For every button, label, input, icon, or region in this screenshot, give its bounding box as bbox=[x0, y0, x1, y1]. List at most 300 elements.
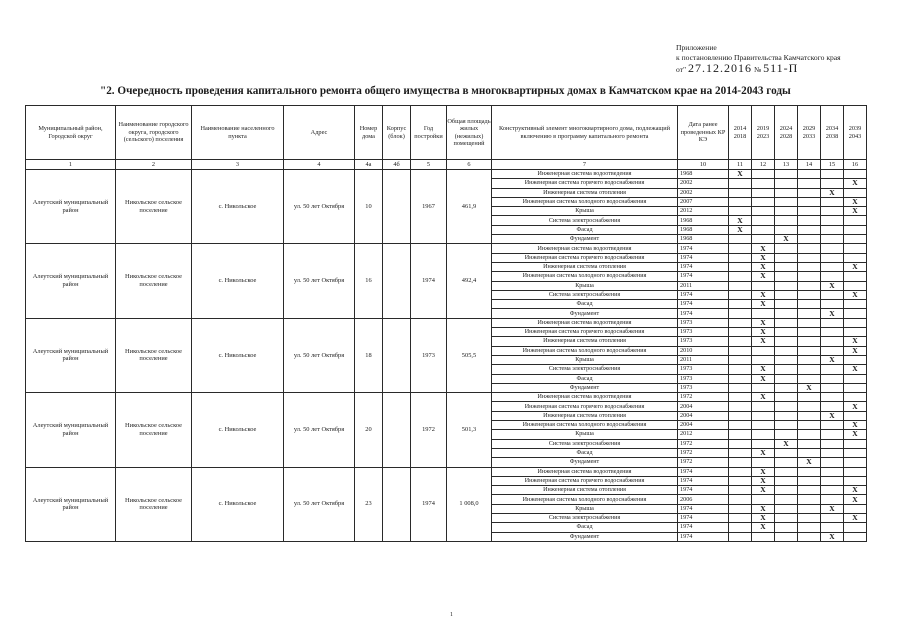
repair-date-cell: 1968 bbox=[678, 225, 729, 234]
element-cell: Фундамент bbox=[492, 458, 678, 467]
element-cell: Инженерная система горячего водоснабжения bbox=[492, 179, 678, 188]
period-mark-cell bbox=[844, 318, 867, 327]
period-mark-cell bbox=[729, 328, 752, 337]
element-cell: Инженерная система холодного водоснабжения bbox=[492, 197, 678, 206]
element-cell: Крыша bbox=[492, 207, 678, 216]
period-mark-cell bbox=[775, 216, 798, 225]
period-mark-cell bbox=[729, 402, 752, 411]
district-cell: Алеутский муниципальный район bbox=[26, 393, 116, 467]
built-year-cell: 1973 bbox=[411, 318, 447, 392]
column-number: 4б bbox=[383, 160, 411, 170]
house-number-cell: 20 bbox=[355, 393, 383, 467]
repair-date-cell: 1973 bbox=[678, 374, 729, 383]
period-mark-cell bbox=[821, 290, 844, 299]
period-mark-cell: X bbox=[844, 262, 867, 271]
repair-date-cell: 1974 bbox=[678, 486, 729, 495]
element-cell: Фундамент bbox=[492, 309, 678, 318]
period-mark-cell bbox=[821, 513, 844, 522]
built-year-cell: 1974 bbox=[411, 467, 447, 541]
repair-date-cell: 1968 bbox=[678, 235, 729, 244]
period-mark-cell bbox=[798, 532, 821, 541]
period-mark-cell bbox=[752, 383, 775, 392]
period-mark-cell bbox=[729, 235, 752, 244]
period-mark-cell bbox=[821, 365, 844, 374]
period-mark-cell bbox=[798, 207, 821, 216]
table-row bbox=[26, 393, 867, 402]
period-mark-cell bbox=[821, 328, 844, 337]
period-mark-cell bbox=[821, 439, 844, 448]
area-cell: 461,9 bbox=[447, 170, 492, 244]
period-mark-cell bbox=[752, 170, 775, 179]
period-mark-cell bbox=[798, 439, 821, 448]
period-mark-cell bbox=[775, 365, 798, 374]
period-mark-cell bbox=[729, 365, 752, 374]
period-mark-cell: X bbox=[775, 439, 798, 448]
period-mark-cell bbox=[775, 253, 798, 262]
block-cell bbox=[383, 318, 411, 392]
settlement-cell: Никольское сельское поселение bbox=[116, 393, 192, 467]
period-mark-cell bbox=[729, 355, 752, 364]
period-mark-cell bbox=[821, 318, 844, 327]
period-mark-cell: X bbox=[844, 197, 867, 206]
period-mark-cell: X bbox=[729, 225, 752, 234]
element-cell: Крыша bbox=[492, 430, 678, 439]
period-mark-cell bbox=[798, 346, 821, 355]
period-mark-cell bbox=[729, 318, 752, 327]
period-mark-cell bbox=[844, 458, 867, 467]
column-header: Общая площадь жилых (нежилых) помещений bbox=[447, 106, 492, 160]
document-title: "2. Очередность проведения капитального ремонта общего имущества в многоквартирных домах в Камчатском крае на 2014-2043 годы bbox=[100, 85, 791, 97]
period-mark-cell bbox=[821, 262, 844, 271]
column-header: 2034 2038 bbox=[821, 106, 844, 160]
repair-date-cell: 1972 bbox=[678, 448, 729, 457]
built-year-cell: 1972 bbox=[411, 393, 447, 467]
annex-number: 511-П bbox=[763, 61, 799, 75]
period-mark-cell: X bbox=[752, 448, 775, 457]
locality-cell: с. Никольское bbox=[192, 244, 284, 318]
column-header: 2039 2043 bbox=[844, 106, 867, 160]
period-mark-cell bbox=[775, 225, 798, 234]
period-mark-cell bbox=[798, 374, 821, 383]
period-mark-cell bbox=[775, 328, 798, 337]
table-row bbox=[26, 318, 867, 327]
column-header: Адрес bbox=[284, 106, 355, 160]
period-mark-cell bbox=[821, 253, 844, 262]
period-mark-cell bbox=[844, 300, 867, 309]
area-cell: 492,4 bbox=[447, 244, 492, 318]
period-mark-cell bbox=[729, 179, 752, 188]
period-mark-cell bbox=[729, 197, 752, 206]
annex-date-prefix: от" bbox=[676, 65, 687, 74]
period-mark-cell bbox=[729, 383, 752, 392]
address-cell: ул. 50 лет Октября bbox=[284, 467, 355, 541]
element-cell: Фасад bbox=[492, 300, 678, 309]
element-cell: Инженерная система водоотведения bbox=[492, 393, 678, 402]
period-mark-cell bbox=[752, 235, 775, 244]
period-mark-cell bbox=[798, 486, 821, 495]
element-cell: Инженерная система холодного водоснабжения bbox=[492, 421, 678, 430]
period-mark-cell bbox=[798, 290, 821, 299]
element-cell: Инженерная система горячего водоснабжения bbox=[492, 402, 678, 411]
settlement-cell: Никольское сельское поселение bbox=[116, 244, 192, 318]
column-header: 2024 2028 bbox=[775, 106, 798, 160]
period-mark-cell bbox=[821, 448, 844, 457]
period-mark-cell bbox=[844, 439, 867, 448]
address-cell: ул. 50 лет Октября bbox=[284, 318, 355, 392]
period-mark-cell bbox=[729, 430, 752, 439]
period-mark-cell bbox=[798, 318, 821, 327]
period-mark-cell bbox=[798, 328, 821, 337]
column-header: 2029 2033 bbox=[798, 106, 821, 160]
period-mark-cell bbox=[844, 476, 867, 485]
period-mark-cell bbox=[729, 532, 752, 541]
period-mark-cell: X bbox=[752, 365, 775, 374]
repair-schedule-table bbox=[25, 105, 867, 542]
repair-date-cell: 1973 bbox=[678, 328, 729, 337]
element-cell: Фасад bbox=[492, 523, 678, 532]
period-mark-cell bbox=[729, 467, 752, 476]
header-row bbox=[26, 106, 867, 160]
repair-date-cell: 2004 bbox=[678, 411, 729, 420]
repair-date-cell: 1973 bbox=[678, 318, 729, 327]
locality-cell: с. Никольское bbox=[192, 170, 284, 244]
element-cell: Фасад bbox=[492, 374, 678, 383]
period-mark-cell bbox=[798, 309, 821, 318]
column-number: 13 bbox=[775, 160, 798, 170]
period-mark-cell bbox=[798, 355, 821, 364]
element-cell: Инженерная система холодного водоснабжения bbox=[492, 495, 678, 504]
period-mark-cell bbox=[821, 207, 844, 216]
period-mark-cell bbox=[821, 216, 844, 225]
element-cell: Фасад bbox=[492, 225, 678, 234]
period-mark-cell bbox=[752, 532, 775, 541]
element-cell: Инженерная система отопления bbox=[492, 411, 678, 420]
period-mark-cell: X bbox=[844, 430, 867, 439]
period-mark-cell bbox=[775, 374, 798, 383]
period-mark-cell bbox=[775, 495, 798, 504]
repair-date-cell: 2011 bbox=[678, 355, 729, 364]
repair-date-cell: 1974 bbox=[678, 476, 729, 485]
period-mark-cell bbox=[844, 235, 867, 244]
period-mark-cell bbox=[821, 476, 844, 485]
period-mark-cell bbox=[844, 374, 867, 383]
period-mark-cell bbox=[775, 411, 798, 420]
repair-date-cell: 1974 bbox=[678, 272, 729, 281]
element-cell: Система электроснабжения bbox=[492, 365, 678, 374]
period-mark-cell bbox=[729, 281, 752, 290]
period-mark-cell bbox=[844, 393, 867, 402]
period-mark-cell bbox=[775, 346, 798, 355]
period-mark-cell bbox=[798, 253, 821, 262]
repair-date-cell: 2011 bbox=[678, 281, 729, 290]
block-cell bbox=[383, 467, 411, 541]
period-mark-cell bbox=[821, 346, 844, 355]
period-mark-cell bbox=[775, 383, 798, 392]
element-cell: Фундамент bbox=[492, 532, 678, 541]
column-header: Муниципальный район, Городской округ bbox=[26, 106, 116, 160]
repair-date-cell: 1973 bbox=[678, 383, 729, 392]
settlement-cell: Никольское сельское поселение bbox=[116, 318, 192, 392]
column-number: 3 bbox=[192, 160, 284, 170]
period-mark-cell bbox=[729, 504, 752, 513]
table-row bbox=[26, 170, 867, 179]
period-mark-cell bbox=[729, 513, 752, 522]
period-mark-cell bbox=[844, 216, 867, 225]
element-cell: Инженерная система холодного водоснабжения bbox=[492, 346, 678, 355]
period-mark-cell bbox=[844, 504, 867, 513]
period-mark-cell bbox=[844, 448, 867, 457]
period-mark-cell bbox=[821, 300, 844, 309]
period-mark-cell bbox=[729, 374, 752, 383]
period-mark-cell bbox=[729, 346, 752, 355]
period-mark-cell bbox=[775, 355, 798, 364]
repair-date-cell: 1972 bbox=[678, 458, 729, 467]
column-header: Наименование городского округа, городского (сельского) поселения bbox=[116, 106, 192, 160]
period-mark-cell bbox=[775, 523, 798, 532]
period-mark-cell bbox=[752, 439, 775, 448]
period-mark-cell bbox=[729, 421, 752, 430]
block-cell bbox=[383, 393, 411, 467]
period-mark-cell bbox=[775, 262, 798, 271]
period-mark-cell bbox=[729, 290, 752, 299]
element-cell: Инженерная система горячего водоснабжения bbox=[492, 253, 678, 262]
period-mark-cell bbox=[752, 309, 775, 318]
address-cell: ул. 50 лет Октября bbox=[284, 244, 355, 318]
period-mark-cell bbox=[798, 272, 821, 281]
repair-date-cell: 1974 bbox=[678, 513, 729, 522]
period-mark-cell bbox=[821, 235, 844, 244]
element-cell: Система электроснабжения bbox=[492, 290, 678, 299]
period-mark-cell bbox=[821, 225, 844, 234]
period-mark-cell bbox=[775, 281, 798, 290]
annex-date: 27.12.2016 bbox=[688, 61, 753, 75]
repair-date-cell: 1974 bbox=[678, 309, 729, 318]
district-cell: Алеутский муниципальный район bbox=[26, 318, 116, 392]
period-mark-cell bbox=[775, 188, 798, 197]
table-row bbox=[26, 244, 867, 253]
period-mark-cell bbox=[729, 439, 752, 448]
period-mark-cell: X bbox=[752, 300, 775, 309]
element-cell: Система электроснабжения bbox=[492, 439, 678, 448]
period-mark-cell bbox=[821, 523, 844, 532]
element-cell: Инженерная система водоотведения bbox=[492, 244, 678, 253]
period-mark-cell bbox=[798, 467, 821, 476]
column-number: 1 bbox=[26, 160, 116, 170]
period-mark-cell: X bbox=[844, 290, 867, 299]
period-mark-cell: X bbox=[752, 253, 775, 262]
period-mark-cell bbox=[821, 337, 844, 346]
column-number: 2 bbox=[116, 160, 192, 170]
period-mark-cell bbox=[775, 244, 798, 253]
period-mark-cell: X bbox=[752, 244, 775, 253]
column-number: 4а bbox=[355, 160, 383, 170]
built-year-cell: 1974 bbox=[411, 244, 447, 318]
column-header: Наименование населенного пункта bbox=[192, 106, 284, 160]
block-cell bbox=[383, 170, 411, 244]
period-mark-cell bbox=[729, 300, 752, 309]
repair-date-cell: 1968 bbox=[678, 216, 729, 225]
period-mark-cell: X bbox=[798, 383, 821, 392]
area-cell: 1 008,0 bbox=[447, 467, 492, 541]
district-cell: Алеутский муниципальный район bbox=[26, 244, 116, 318]
period-mark-cell bbox=[775, 170, 798, 179]
repair-date-cell: 2007 bbox=[678, 197, 729, 206]
period-mark-cell bbox=[752, 430, 775, 439]
element-cell: Крыша bbox=[492, 281, 678, 290]
period-mark-cell bbox=[729, 393, 752, 402]
period-mark-cell: X bbox=[821, 281, 844, 290]
period-mark-cell bbox=[775, 179, 798, 188]
house-number-cell: 16 bbox=[355, 244, 383, 318]
repair-date-cell: 2002 bbox=[678, 179, 729, 188]
period-mark-cell: X bbox=[821, 532, 844, 541]
period-mark-cell bbox=[844, 272, 867, 281]
element-cell: Инженерная система водоотведения bbox=[492, 170, 678, 179]
period-mark-cell bbox=[798, 179, 821, 188]
period-mark-cell bbox=[798, 365, 821, 374]
period-mark-cell bbox=[821, 383, 844, 392]
repair-date-cell: 1974 bbox=[678, 262, 729, 271]
element-cell: Инженерная система отопления bbox=[492, 262, 678, 271]
period-mark-cell bbox=[844, 281, 867, 290]
period-mark-cell bbox=[798, 448, 821, 457]
period-mark-cell bbox=[752, 225, 775, 234]
period-mark-cell bbox=[798, 244, 821, 253]
period-mark-cell: X bbox=[752, 318, 775, 327]
repair-date-cell: 2010 bbox=[678, 346, 729, 355]
element-cell: Крыша bbox=[492, 355, 678, 364]
period-mark-cell bbox=[798, 281, 821, 290]
repair-date-cell: 1974 bbox=[678, 467, 729, 476]
period-mark-cell bbox=[752, 216, 775, 225]
period-mark-cell bbox=[729, 458, 752, 467]
period-mark-cell bbox=[844, 253, 867, 262]
area-cell: 501,3 bbox=[447, 393, 492, 467]
period-mark-cell bbox=[775, 421, 798, 430]
period-mark-cell bbox=[798, 216, 821, 225]
table-row bbox=[26, 467, 867, 476]
period-mark-cell: X bbox=[844, 486, 867, 495]
period-mark-cell bbox=[844, 225, 867, 234]
period-mark-cell: X bbox=[844, 207, 867, 216]
period-mark-cell bbox=[798, 225, 821, 234]
locality-cell: с. Никольское bbox=[192, 467, 284, 541]
built-year-cell: 1967 bbox=[411, 170, 447, 244]
period-mark-cell bbox=[844, 244, 867, 253]
period-mark-cell: X bbox=[821, 355, 844, 364]
repair-date-cell: 1974 bbox=[678, 300, 729, 309]
house-number-cell: 23 bbox=[355, 467, 383, 541]
column-number: 6 bbox=[447, 160, 492, 170]
period-mark-cell bbox=[752, 346, 775, 355]
period-mark-cell bbox=[844, 383, 867, 392]
column-number: 7 bbox=[492, 160, 678, 170]
period-mark-cell: X bbox=[752, 523, 775, 532]
period-mark-cell: X bbox=[729, 216, 752, 225]
period-mark-cell bbox=[729, 411, 752, 420]
period-mark-cell: X bbox=[798, 458, 821, 467]
period-mark-cell bbox=[821, 272, 844, 281]
period-mark-cell bbox=[729, 309, 752, 318]
period-mark-cell: X bbox=[752, 393, 775, 402]
period-mark-cell bbox=[775, 272, 798, 281]
period-mark-cell bbox=[752, 411, 775, 420]
annex-note bbox=[676, 43, 841, 75]
period-mark-cell bbox=[798, 170, 821, 179]
column-number: 11 bbox=[729, 160, 752, 170]
column-header: Год постройки bbox=[411, 106, 447, 160]
element-cell: Крыша bbox=[492, 504, 678, 513]
period-mark-cell bbox=[775, 300, 798, 309]
period-mark-cell bbox=[775, 430, 798, 439]
period-mark-cell bbox=[844, 532, 867, 541]
repair-date-cell: 1973 bbox=[678, 337, 729, 346]
period-mark-cell bbox=[798, 476, 821, 485]
column-number: 12 bbox=[752, 160, 775, 170]
period-mark-cell bbox=[798, 523, 821, 532]
period-mark-cell bbox=[798, 393, 821, 402]
column-number: 15 bbox=[821, 160, 844, 170]
column-number-row bbox=[26, 160, 867, 170]
element-cell: Инженерная система холодного водоснабжения bbox=[492, 272, 678, 281]
period-mark-cell: X bbox=[821, 188, 844, 197]
locality-cell: с. Никольское bbox=[192, 318, 284, 392]
period-mark-cell bbox=[729, 337, 752, 346]
period-mark-cell: X bbox=[752, 486, 775, 495]
repair-date-cell: 2012 bbox=[678, 430, 729, 439]
column-header: Дата ранее проведенных КР КЭ bbox=[678, 106, 729, 160]
element-cell: Инженерная система горячего водоснабжения bbox=[492, 476, 678, 485]
address-cell: ул. 50 лет Октября bbox=[284, 393, 355, 467]
element-cell: Инженерная система отопления bbox=[492, 188, 678, 197]
column-number: 14 bbox=[798, 160, 821, 170]
page-number: 1 bbox=[450, 612, 453, 618]
period-mark-cell bbox=[844, 188, 867, 197]
column-number: 16 bbox=[844, 160, 867, 170]
period-mark-cell bbox=[752, 281, 775, 290]
repair-date-cell: 1974 bbox=[678, 253, 729, 262]
element-cell: Система электроснабжения bbox=[492, 216, 678, 225]
period-mark-cell bbox=[798, 421, 821, 430]
period-mark-cell: X bbox=[844, 337, 867, 346]
period-mark-cell bbox=[821, 495, 844, 504]
repair-date-cell: 1968 bbox=[678, 170, 729, 179]
period-mark-cell bbox=[775, 402, 798, 411]
period-mark-cell bbox=[729, 207, 752, 216]
column-number: 5 bbox=[411, 160, 447, 170]
locality-cell: с. Никольское bbox=[192, 393, 284, 467]
element-cell: Система электроснабжения bbox=[492, 513, 678, 522]
period-mark-cell: X bbox=[821, 411, 844, 420]
repair-date-cell: 1974 bbox=[678, 532, 729, 541]
element-cell: Инженерная система водоотведения bbox=[492, 467, 678, 476]
period-mark-cell bbox=[775, 309, 798, 318]
period-mark-cell bbox=[821, 421, 844, 430]
element-cell: Инженерная система водоотведения bbox=[492, 318, 678, 327]
period-mark-cell bbox=[729, 448, 752, 457]
period-mark-cell: X bbox=[752, 337, 775, 346]
column-header: 2019 2023 bbox=[752, 106, 775, 160]
annex-label: Приложение bbox=[676, 43, 717, 52]
column-number: 4 bbox=[284, 160, 355, 170]
period-mark-cell bbox=[729, 188, 752, 197]
period-mark-cell bbox=[729, 486, 752, 495]
column-header: 2014 2018 bbox=[729, 106, 752, 160]
annex-date-line bbox=[676, 63, 841, 75]
period-mark-cell bbox=[729, 495, 752, 504]
period-mark-cell bbox=[775, 486, 798, 495]
period-mark-cell: X bbox=[752, 513, 775, 522]
